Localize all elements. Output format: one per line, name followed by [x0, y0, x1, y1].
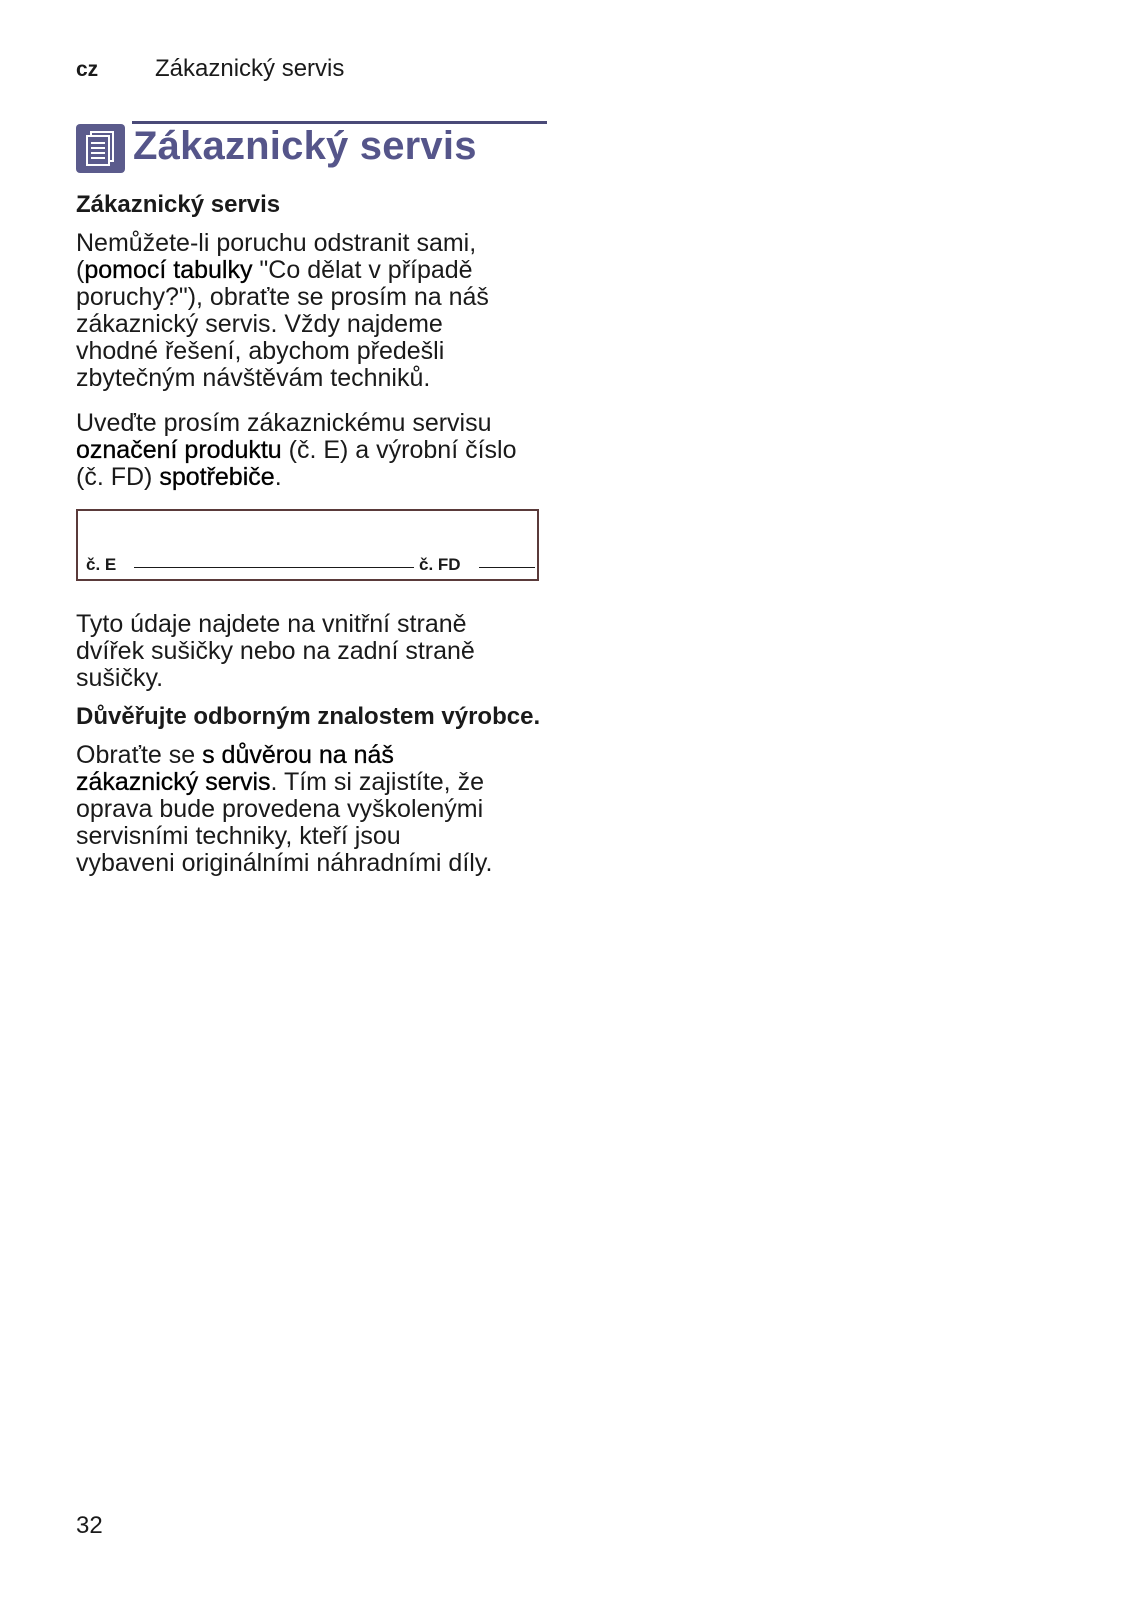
trust-text-b: s důvěrou na náš zákaznický servis	[76, 741, 394, 796]
product-text-e: .	[274, 463, 282, 491]
paragraph-trust	[76, 742, 506, 877]
rating-plate-box	[76, 509, 539, 581]
header-title: Zákaznický servis	[155, 55, 345, 82]
product-text-b: označení produktu	[76, 436, 282, 464]
plate-e-label: č. E	[86, 555, 117, 574]
paragraph-location: Tyto údaje najdete na vnitřní straně dvířek sušičky nebo na zadní straně sušičky.	[76, 610, 475, 692]
intro-text-a: Nemůžete-li poruchu odstranit sami, (	[76, 229, 477, 284]
paragraph-product-id	[76, 410, 536, 491]
plate-e-line	[134, 567, 414, 568]
trust-text-c: . Tím si zajistíte, že oprava bude provedena vyškolenými servisními techniky, kteří jsou vybaveni originálními náhradními díly.	[76, 768, 493, 877]
product-text-d: spotřebiče	[159, 463, 275, 491]
plate-fd-line	[479, 567, 535, 568]
trust-text-a: Obraťte se	[76, 741, 203, 769]
trust-heading: Důvěřujte odborným znalostem výrobce.	[76, 703, 541, 730]
intro-text-c: "Co dělat v případě poruchy?"), obraťte se prosím na náš zákaznický servis. Vždy najdeme vhodné řešení, abychom předešli zbytečným návštěvám techniků.	[76, 256, 489, 392]
header-lang: cz	[76, 58, 99, 81]
intro-text-b: pomocí tabulky	[84, 256, 253, 284]
page-number: 32	[76, 1512, 103, 1539]
service-subheading: Zákaznický servis	[76, 191, 281, 218]
content	[76, 190, 576, 895]
paragraph-intro	[76, 230, 516, 392]
document-pages-icon	[76, 124, 125, 173]
product-text-a: Uveďte prosím zákaznickému servisu	[76, 409, 492, 437]
plate-fd-label: č. FD	[419, 555, 461, 574]
section-title: Zákaznický servis	[133, 124, 477, 168]
product-text-c: (č. E) a výrobní číslo (č. FD)	[76, 436, 517, 491]
